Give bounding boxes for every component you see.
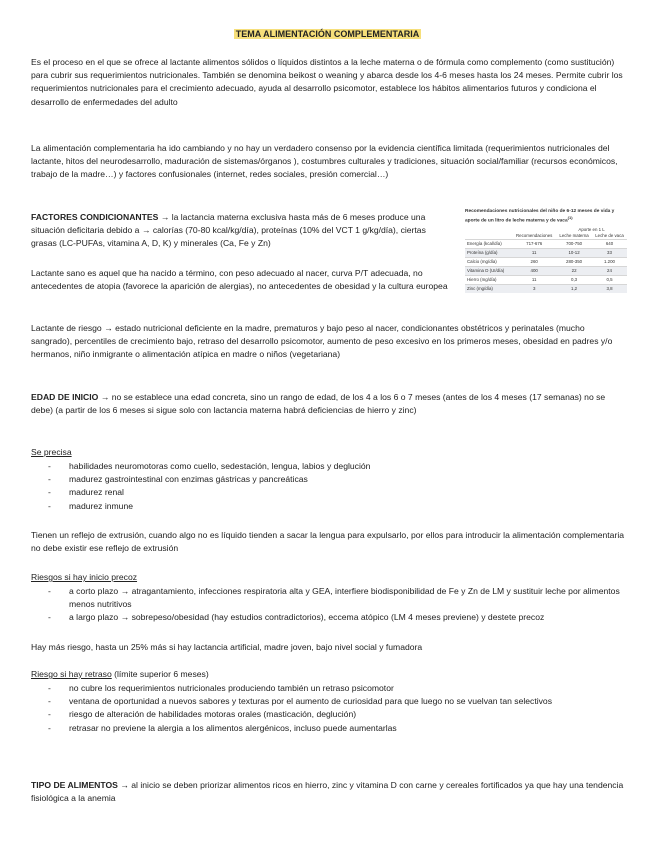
table-row: Vitamina D (UI/día) 400 22 24 (465, 266, 627, 275)
list-item: - riesgo de alteración de habilidades motoras orales (masticación, deglución) (31, 708, 625, 721)
factores-heading: FACTORES CONDICIONANTES (31, 212, 159, 222)
se-precisa-heading: Se precisa (31, 447, 72, 457)
lactante-riesgo-paragraph: Lactante de riesgo → estado nutricional deficiente en la madre, prematuros y bajo peso al nacer, condicionantes obstétricos y perinatales (mucho sangrado), percentiles de crecimiento bajo, retraso del desarrollo psicomotor, aumento de peso excesivo en los primeros meses, obesidad en padres y/o hermanos, niño inmigrante o alimentación atípica en madre o niños (vegetariana) (31, 323, 613, 360)
table-group-header: Aporte en 1 L (578, 226, 605, 232)
evolution-paragraph: La alimentación complementaria ha ido cambiando y no hay un verdadero consenso por la evidencia científica limitada (requerimientos nutricionales del lactante, hitos del neurodesarrollo, maduración de sistemas/órganos ), costumbres culturales y tradiciones, situación social/familiar (recursos económicos, trabajo de la madre…) y factores confusionales (internet, redes sociales, presión comercial…) (31, 143, 618, 180)
table-row: Hierro (mg/día) 11 0,3 0,5 (465, 275, 627, 284)
tipo-paragraph (31, 779, 625, 805)
table-col-header: Leche de vaca (595, 232, 624, 238)
list-item: - a corto plazo → atragantamiento, infecciones respiratoria alta y GEA, interfiere biodisponibilidad de Fe y Zn de LM y sustituir leche por alimentos menos nutritivos (31, 585, 625, 611)
riesgos-precoz-heading: Riesgos si hay inicio precoz (31, 572, 138, 582)
riesgos-retraso-list (31, 682, 625, 735)
list-item: - ventana de oportunidad a nuevos sabores y texturas por el aumento de curiosidad para que luego no se vuelvan tan selectivos (31, 695, 625, 708)
table-row: Proteína (g/día) 11 10-12 33 (465, 248, 627, 257)
edad-paragraph (31, 391, 625, 417)
factores-text: → la lactancia materna exclusiva hasta más de 6 meses produce una situación deficitaria debido a → calorías (70-80 kcal/kg/día), proteínas (10% del VCT 1 g/kg/día), ciertas grasas (LC-PUFAs, vitamina A, D, K) y minerales (Ca, Fe y Zn) (31, 212, 426, 249)
se-precisa-list (31, 460, 625, 513)
factores-paragraph (31, 211, 451, 251)
edad-heading: EDAD DE INICIO (31, 392, 99, 402)
nutrition-table-figure (465, 209, 627, 293)
list-item: - a largo plazo → sobrepeso/obesidad (hay estudios contradictorios), eccema atópico (LM 4 meses previene) y destete precoz (31, 611, 625, 624)
table-row: Zinc (mg/día) 3 1,2 3,8 (465, 284, 627, 293)
list-item: - madurez gastrointestinal con enzimas gástricas y pancreáticas (31, 473, 625, 486)
edad-text: → no se establece una edad concreta, sino un rango de edad, de los 4 a los 6 o 7 meses (antes de los 4 meses (17 semanas) no se debe) (a partir de los 6 meses si sigue solo con lactancia materna habrá deficiencias de hierro y zinc) (31, 392, 606, 416)
list-item: - retrasar no previene la alergia a los alimentos alergénicos, incluso puede aumentarlas (31, 722, 625, 735)
page-title: TEMA ALIMENTACIÓN COMPLEMENTARIA (235, 29, 420, 39)
list-item: - habilidades neuromotoras como cuello, sedestación, lengua, labios y deglución (31, 460, 625, 473)
table-row: Calcio (mg/día) 260 280-350 1.200 (465, 257, 627, 266)
table-caption: Recomendaciones nutricionales del niño de 6-12 meses de vida y aporte de un litro de leche materna y de vaca$^{(1)}$ (465, 209, 615, 224)
table-row: Energía (kcal/día) 717-676 700-750 640 (465, 239, 627, 248)
riesgos-precoz-note: Hay más riesgo, hasta un 25% más si hay lactancia artificial, madre joven, bajo nivel social y fumadora (31, 642, 423, 652)
list-item: - no cubre los requerimientos nutricionales produciendo también un retraso psicomotor (31, 682, 625, 695)
tipo-text: → al inicio se deben priorizar alimentos ricos en hierro, zinc y vitamina D con carne y cereales fortificados ya que hay una tendencia fisiológica a la anemia (31, 780, 624, 804)
list-item: - madurez renal (31, 486, 625, 499)
riesgos-precoz-list (31, 585, 625, 625)
table-col-header: Leche materna (559, 232, 589, 238)
lactante-sano-paragraph: Lactante sano es aquel que ha nacido a término, con peso adecuado al nacer, curva P/T adecuada, no antecedentes de atopia (favorece la aparición de alergias), no antecedentes de obesidad y la cultura europea (31, 268, 448, 292)
list-item: - madurez inmune (31, 500, 625, 513)
tipo-heading: TIPO DE ALIMENTOS (31, 780, 118, 790)
table-col-header: Recomendaciones (516, 232, 553, 238)
nutrition-table (465, 227, 627, 293)
riesgos-retraso-heading: Riesgo si hay retraso (límite superior 6 meses) (31, 669, 209, 679)
intro-paragraph: Es el proceso en el que se ofrece al lactante alimentos sólidos o líquidos distintos a la leche materna o de fórmula como complemento (como sustitución) para cubrir sus requerimientos nutricionales. También se denomina beikost o weaning y abarca desde los 4-6 meses hasta los 24 meses. Permite cubrir los requerimientos nutricionales para el crecimiento adecuado, ayuda al desarrollo psicomotor, establece los hábitos alimentarios futuros y condiciona el desarrollo de enfermedades del adulto (31, 57, 623, 107)
extrusion-paragraph: Tienen un reflejo de extrusión, cuando algo no es líquido tienden a sacar la lengua para expulsarlo, por ellos para introducir la alimentación complementaria no debe existir ese reflejo de extrusión (31, 530, 625, 554)
